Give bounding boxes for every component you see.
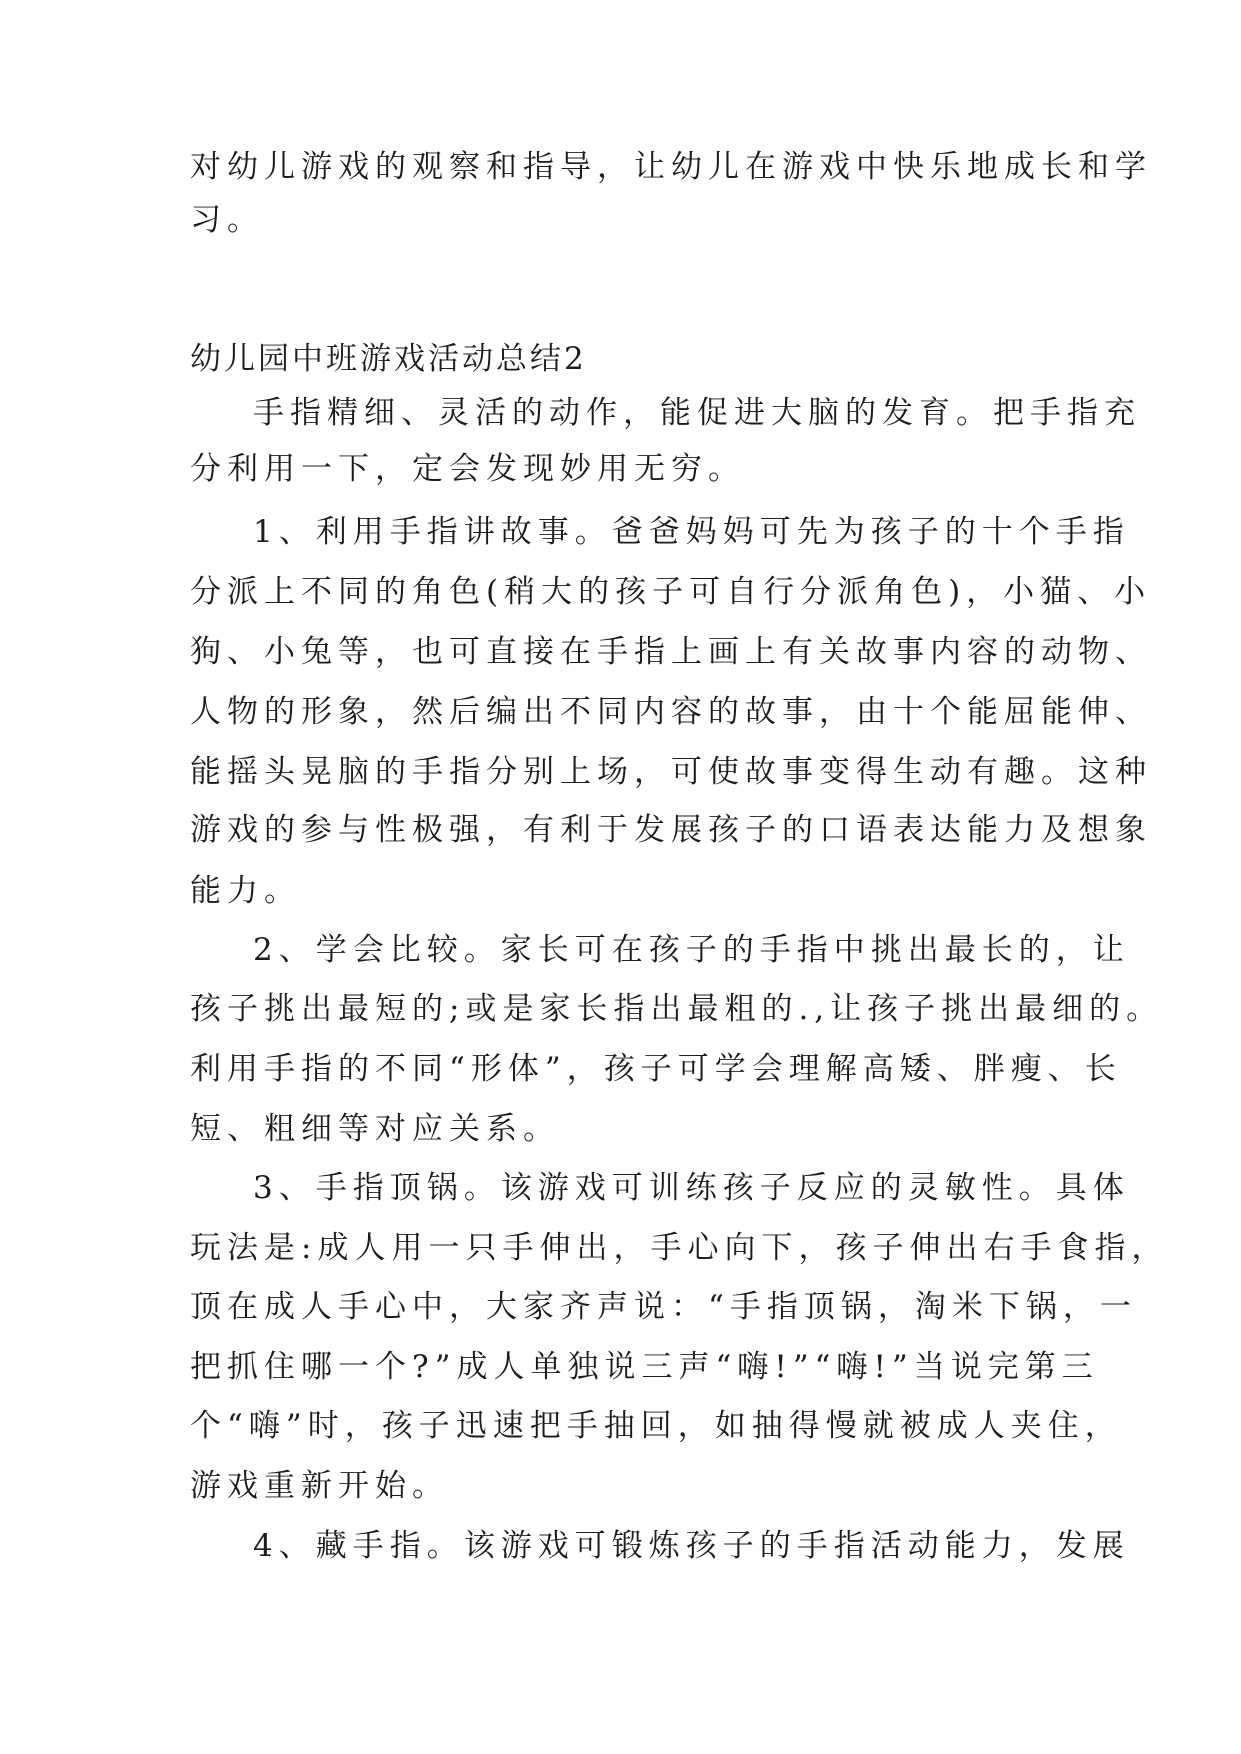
- paragraph-line: 利用手指的不同“形体”，孩子可学会理解高矮、胖瘦、长: [190, 1051, 1122, 1087]
- paragraph-line: 短、粗细等对应关系。: [190, 1111, 560, 1147]
- paragraph-line: 习。: [190, 202, 264, 238]
- paragraph-line: 能摇头晃脑的手指分别上场，可使故事变得生动有趣。这种: [190, 754, 1152, 790]
- paragraph-line: 狗、小兔等，也可直接在手指上画上有关故事内容的动物、: [190, 634, 1152, 670]
- list-item-line: 4、藏手指。该游戏可锻炼孩子的手指活动能力，发展: [253, 1528, 1130, 1564]
- paragraph-line: 个“嗨”时，孩子迅速把手抽回，如抽得慢就被成人夹住，: [190, 1408, 1122, 1444]
- section-heading: 幼儿园中班游戏活动总结2: [190, 341, 587, 377]
- paragraph-line: 游戏重新开始。: [190, 1468, 449, 1504]
- paragraph-line: 人物的形象，然后编出不同内容的故事，由十个能屈能伸、: [190, 694, 1152, 730]
- list-item-line: 1、利用手指讲故事。爸爸妈妈可先为孩子的十个手指: [253, 514, 1130, 550]
- list-item-line: 3、手指顶锅。该游戏可训练孩子反应的灵敏性。具体: [253, 1170, 1130, 1206]
- paragraph-line: 手指精细、灵活的动作，能促进大脑的发育。把手指充: [253, 395, 1141, 431]
- paragraph-line: 孩子挑出最短的;或是家长指出最粗的.,让孩子挑出最细的。: [190, 991, 1164, 1027]
- paragraph-line: 能力。: [190, 873, 301, 909]
- paragraph-line: 游戏的参与性极强，有利于发展孩子的口语表达能力及想象: [190, 812, 1152, 848]
- paragraph-line: 分派上不同的角色(稍大的孩子可自行分派角色)，小猫、小: [190, 574, 1152, 610]
- paragraph-line: 顶在成人手心中，大家齐声说：“手指顶锅，淘米下锅，一: [190, 1289, 1137, 1325]
- paragraph-line: 分利用一下，定会发现妙用无穷。: [190, 451, 745, 487]
- paragraph-line: 玩法是:成人用一只手伸出，手心向下，孩子伸出右手食指，: [190, 1230, 1169, 1266]
- list-item-line: 2、学会比较。家长可在孩子的手指中挑出最长的，让: [253, 932, 1130, 968]
- paragraph-line: 把抓住哪一个?”成人单独说三声“嗨!”“嗨!”当说完第三: [190, 1349, 1099, 1385]
- paragraph-line: 对幼儿游戏的观察和指导，让幼儿在游戏中快乐地成长和学: [190, 149, 1152, 185]
